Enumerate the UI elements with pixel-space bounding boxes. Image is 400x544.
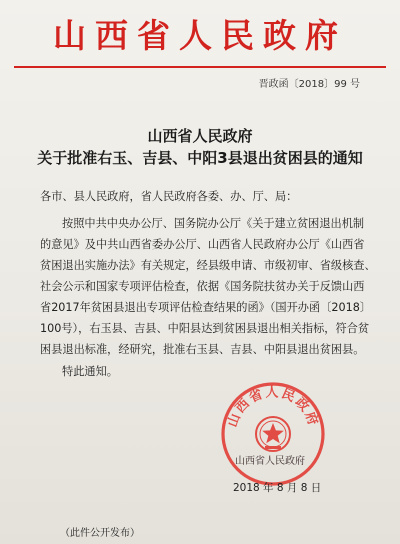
body-line-5: 省2017年贫困县退出专项评估检查结果的函》（国开办函〔2018〕 [40, 301, 372, 314]
salutation: 各市、县人民政府，省人民政府各委、办、厅、局： [40, 190, 298, 203]
body-line-4: 社会公示和国家专项评估检查，依据《国务院扶贫办关于反馈山西 [40, 280, 365, 293]
national-emblem-star-icon [256, 417, 290, 451]
closing-text: 特此通知。 [62, 365, 118, 378]
svg-text:山西省人民政府 [225, 385, 321, 429]
body-line-1: 按照中共中央办公厅、国务院办公厅《关于建立贫困退出机制 [62, 217, 365, 230]
document-title-line-2: 关于批准右玉、吉县、中阳3县退出贫困县的通知 [37, 149, 363, 167]
issue-date: 2018 年 8 月 8 日 [233, 482, 322, 494]
seal-text: 山西省人民政府 [225, 385, 321, 430]
signing-authority: 山西省人民政府 [235, 456, 305, 467]
body-line-2: 的意见》及中共山西省委办公厅、山西省人民政府办公厅《山西省 [40, 238, 365, 251]
document-number: 晋政函〔2018〕99 号 [258, 79, 360, 90]
body-line-3: 贫困退出实施办法》有关规定，经县级申请、市级初审、省级核查、 [40, 259, 376, 272]
official-seal-icon [219, 380, 327, 488]
body-line-6: 100号），右玉县、吉县、中阳县达到贫困县退出相关指标，符合贫 [40, 322, 370, 335]
red-divider-line [14, 66, 386, 68]
document-title-line-1: 山西省人民政府 [147, 127, 253, 145]
masthead-title: 山西省人民政府 [53, 16, 347, 55]
publication-note: （此件公开发布） [60, 528, 140, 539]
body-line-7: 困县退出标准，经研究，批准右玉县、吉县、中阳县退出贫困县。 [40, 343, 365, 356]
